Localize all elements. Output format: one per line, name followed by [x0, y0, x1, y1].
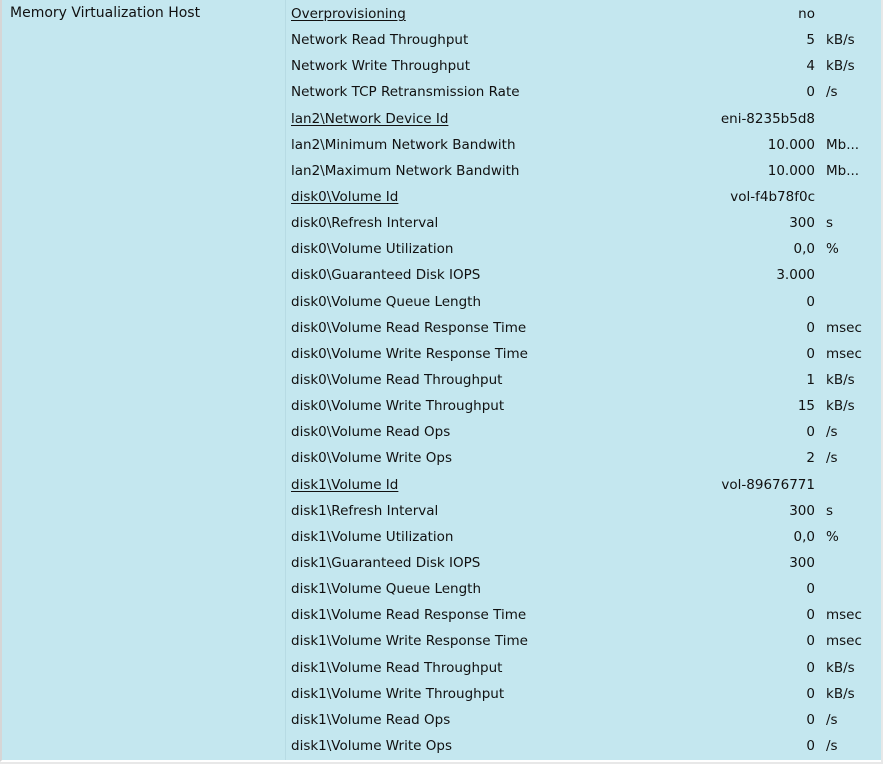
- column-divider: [285, 0, 286, 760]
- property-unit: kB/s: [826, 659, 855, 676]
- property-label: disk1\Volume Read Throughput: [291, 659, 503, 676]
- property-row[interactable]: [291, 27, 881, 53]
- property-unit: kB/s: [826, 58, 855, 75]
- property-label: Network TCP Retransmission Rate: [291, 84, 520, 101]
- property-label: disk1\Volume Utilization: [291, 528, 454, 545]
- property-label: disk0\Volume Read Ops: [291, 424, 451, 441]
- property-row[interactable]: [291, 341, 881, 367]
- property-label: disk0\Refresh Interval: [291, 215, 439, 232]
- property-link-label[interactable]: disk1\Volume Id: [291, 476, 399, 493]
- property-unit: /s: [826, 450, 838, 467]
- property-row[interactable]: [291, 106, 881, 132]
- property-label: disk1\Volume Write Ops: [291, 737, 452, 754]
- property-row[interactable]: [291, 1, 881, 27]
- property-value: 0: [806, 581, 815, 598]
- property-value: 0: [806, 345, 815, 362]
- property-value: 0: [806, 293, 815, 310]
- property-value: 0: [806, 607, 815, 624]
- property-value: 0: [806, 633, 815, 650]
- property-row[interactable]: [291, 184, 881, 210]
- property-label: disk0\Guaranteed Disk IOPS: [291, 267, 481, 284]
- property-unit: msec: [826, 607, 862, 624]
- property-label: disk0\Volume Write Throughput: [291, 398, 505, 415]
- property-value: 2: [806, 450, 815, 467]
- property-unit: kB/s: [826, 398, 855, 415]
- property-value: 4: [806, 58, 815, 75]
- property-label: disk1\Volume Write Throughput: [291, 685, 505, 702]
- category-label: Memory Virtualization Host: [10, 5, 201, 21]
- property-value: 0: [806, 711, 815, 728]
- property-value: 5: [806, 32, 815, 49]
- property-row[interactable]: [291, 132, 881, 158]
- property-row[interactable]: [291, 707, 881, 733]
- property-value: no: [798, 6, 815, 22]
- property-label: disk1\Guaranteed Disk IOPS: [291, 554, 481, 571]
- property-unit: kB/s: [826, 32, 855, 49]
- property-value: 10.000: [767, 162, 815, 179]
- property-value: 0: [806, 659, 815, 676]
- property-list: [291, 1, 881, 759]
- property-unit: /s: [826, 84, 838, 101]
- property-label: Network Write Throughput: [291, 58, 471, 75]
- property-value: 300: [789, 215, 815, 232]
- property-row[interactable]: [291, 262, 881, 288]
- property-unit: %: [826, 241, 839, 258]
- property-row[interactable]: [291, 367, 881, 393]
- property-value: 0: [806, 424, 815, 441]
- property-row[interactable]: [291, 655, 881, 681]
- property-label: disk0\Volume Write Response Time: [291, 345, 528, 362]
- property-value: 3.000: [776, 267, 815, 284]
- property-link-label[interactable]: Overprovisioning: [291, 6, 406, 22]
- property-unit: /s: [826, 737, 838, 754]
- property-unit: s: [826, 215, 834, 232]
- property-unit: msec: [826, 319, 862, 336]
- property-unit: Mb...: [826, 136, 860, 153]
- property-value: 0: [806, 319, 815, 336]
- property-value: vol-89676771: [721, 476, 815, 493]
- property-label: disk0\Volume Utilization: [291, 241, 454, 258]
- property-row[interactable]: [291, 550, 881, 576]
- property-row[interactable]: [291, 79, 881, 105]
- property-label: disk0\Volume Queue Length: [291, 293, 482, 310]
- property-label: disk0\Volume Read Throughput: [291, 371, 503, 388]
- property-label: disk1\Refresh Interval: [291, 502, 439, 519]
- property-unit: s: [826, 502, 834, 519]
- property-value: eni-8235b5d8: [720, 110, 815, 127]
- property-unit: /s: [826, 711, 838, 728]
- property-unit: %: [826, 528, 839, 545]
- property-value: 0: [806, 737, 815, 754]
- property-unit: Mb...: [826, 162, 860, 179]
- property-label: disk0\Volume Read Response Time: [291, 319, 527, 336]
- property-row[interactable]: [291, 498, 881, 524]
- property-label: lan2\Maximum Network Bandwith: [291, 162, 520, 179]
- property-value: vol-f4b78f0c: [730, 188, 815, 205]
- property-row[interactable]: [291, 210, 881, 236]
- property-unit: /s: [826, 424, 838, 441]
- property-row[interactable]: [291, 733, 881, 759]
- property-link-label[interactable]: lan2\Network Device Id: [291, 110, 449, 127]
- property-row[interactable]: [291, 393, 881, 419]
- property-row[interactable]: [291, 53, 881, 79]
- property-row[interactable]: [291, 681, 881, 707]
- property-row[interactable]: [291, 472, 881, 498]
- property-row[interactable]: [291, 576, 881, 602]
- property-value: 0: [806, 685, 815, 702]
- property-link-label[interactable]: disk0\Volume Id: [291, 188, 399, 205]
- property-row[interactable]: [291, 236, 881, 262]
- property-value: 300: [789, 554, 815, 571]
- property-label: disk1\Volume Queue Length: [291, 581, 482, 598]
- property-label: disk0\Volume Write Ops: [291, 450, 452, 467]
- property-row[interactable]: [291, 419, 881, 445]
- property-row[interactable]: [291, 289, 881, 315]
- property-value: 1: [806, 371, 815, 388]
- property-unit: msec: [826, 345, 862, 362]
- property-value: 10.000: [767, 136, 815, 153]
- property-value: 0,0: [793, 241, 815, 258]
- property-label: lan2\Minimum Network Bandwith: [291, 136, 516, 153]
- property-label: disk1\Volume Read Response Time: [291, 607, 527, 624]
- property-unit: kB/s: [826, 371, 855, 388]
- property-row[interactable]: [291, 445, 881, 471]
- property-value: 15: [797, 398, 815, 415]
- property-value: 0,0: [793, 528, 815, 545]
- property-label: disk1\Volume Read Ops: [291, 711, 451, 728]
- property-row[interactable]: [291, 315, 881, 341]
- property-value: 300: [789, 502, 815, 519]
- property-row[interactable]: [291, 524, 881, 550]
- property-row[interactable]: [291, 158, 881, 184]
- property-unit: kB/s: [826, 685, 855, 702]
- property-value: 0: [806, 84, 815, 101]
- property-label: Network Read Throughput: [291, 32, 469, 49]
- property-label: disk1\Volume Write Response Time: [291, 633, 528, 650]
- property-row[interactable]: [291, 628, 881, 654]
- property-row[interactable]: [291, 602, 881, 628]
- property-unit: msec: [826, 633, 862, 650]
